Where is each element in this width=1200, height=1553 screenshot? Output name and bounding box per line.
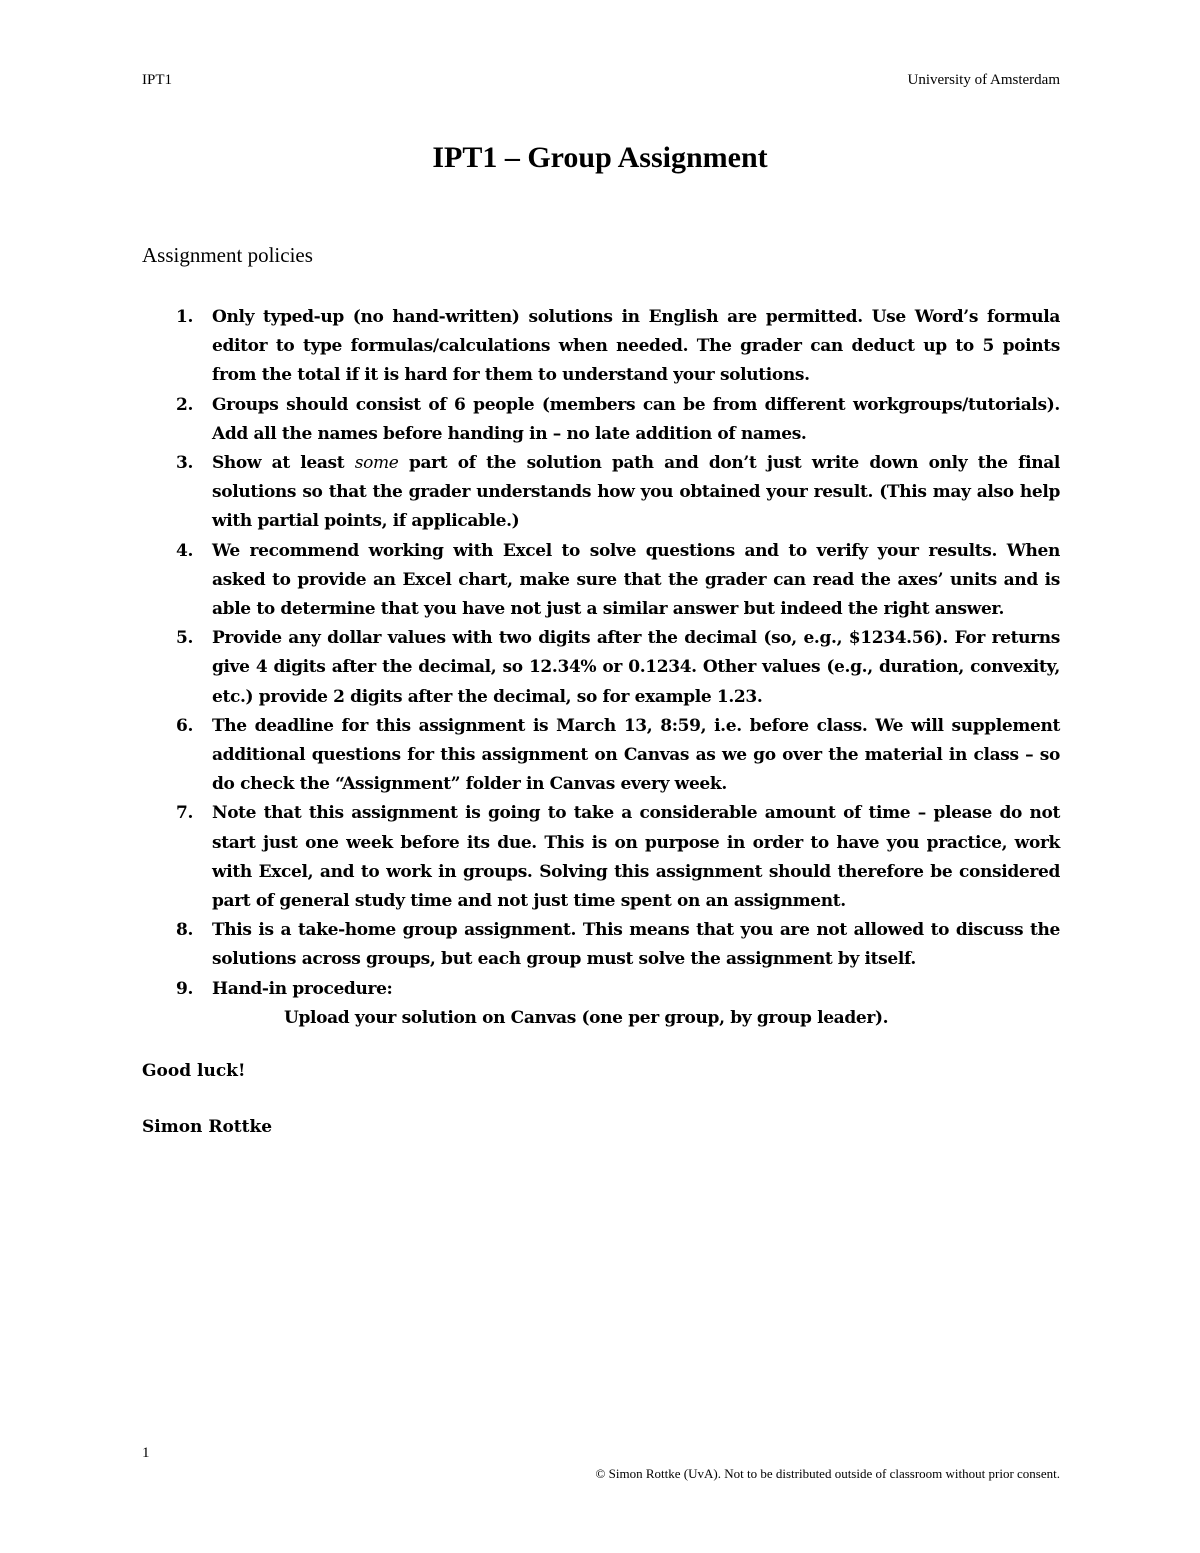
header-university: University of Amsterdam [907, 72, 1060, 88]
policy-item-8 [142, 916, 1060, 974]
policy-item-4 [142, 537, 1060, 625]
policy-item-9 [142, 975, 1060, 1033]
document-title: IPT1 – Group Assignment [432, 141, 768, 174]
policy-number: 9. [176, 978, 194, 999]
policy-item-5 [142, 624, 1060, 712]
policy-number: 5. [176, 628, 194, 649]
section-heading: Assignment policies [142, 243, 313, 267]
policy-sub-text: Upload your solution on Canvas (one per group, by group leader). [284, 1007, 889, 1028]
policy-number: 6. [176, 715, 194, 736]
policy-text: Hand-in procedure: [212, 978, 393, 999]
policy-list [142, 303, 1060, 1033]
header-course-code: IPT1 [142, 72, 172, 88]
policy-number: 4. [176, 540, 194, 561]
policy-text: Groups should consist of 6 people (members can be from different workgroups/tutorials). Add all the names before handing in – no late addition of names. [212, 394, 1060, 444]
policy-text: This is a take-home group assignment. This means that you are not allowed to discuss the solutions across groups, but each group must solve the assignment by itself. [212, 920, 1060, 970]
signature: Simon Rottke [142, 1117, 273, 1137]
policy-item-6 [142, 712, 1060, 800]
policy-text: Provide any dollar values with two digits after the decimal (so, e.g., $1234.56). For returns give 4 digits after the decimal, so 12.34% or 0.1234. Other values (e.g., duration, convexity, etc.) provide 2 digits after the decimal, so for example 1.23. [212, 628, 1060, 707]
policy-item-2 [142, 391, 1060, 449]
policy-text-before: Show at least [212, 453, 355, 474]
closing-text: Good luck! [142, 1061, 246, 1081]
policy-number: 1. [176, 307, 194, 327]
page-number: 1 [142, 1445, 150, 1461]
policy-item-3 [142, 449, 1060, 537]
policy-item-1 [142, 303, 1060, 391]
policy-text-after: part of the solution path and don’t just write down only the final solutions so that the grader understands how you obtained your result. (This may also help with partial points, if applicable.) [212, 453, 1061, 532]
copyright-note: © Simon Rottke (UvA). Not to be distributed outside of classroom without prior consent. [595, 1466, 1060, 1481]
policy-text: The deadline for this assignment is March 13, 8:59, i.e. before class. We will supplement additional questions for this assignment on Canvas as we go over the material in class – so do check the “Assignment” folder in Canvas every week. [212, 715, 1060, 795]
policy-number: 3. [176, 453, 194, 474]
policy-emphasis: some [354, 453, 399, 474]
policy-text: Note that this assignment is going to take a considerable amount of time – please do not start just one week before its due. This is on purpose in order to have you practice, work with Excel, and to work in groups. Solving this assignment should therefore be considered part of general study time and not just time spent on an assignment. [212, 803, 1060, 912]
policy-number: 7. [176, 803, 194, 824]
policy-text: Only typed-up (no hand-written) solutions in English are permitted. Use Word’s formula editor to type formulas/calculations when needed. The grader can deduct up to 5 points from the total if it is hard for them to understand your solutions. [212, 307, 1060, 386]
policy-number: 8. [176, 920, 194, 941]
policy-number: 2. [176, 394, 194, 415]
policy-text: We recommend working with Excel to solve questions and to verify your results. When asked to provide an Excel chart, make sure that the grader can read the axes’ units and is able to determine that you have not just a similar answer but indeed the right answer. [212, 540, 1060, 620]
policy-item-7 [142, 799, 1060, 916]
